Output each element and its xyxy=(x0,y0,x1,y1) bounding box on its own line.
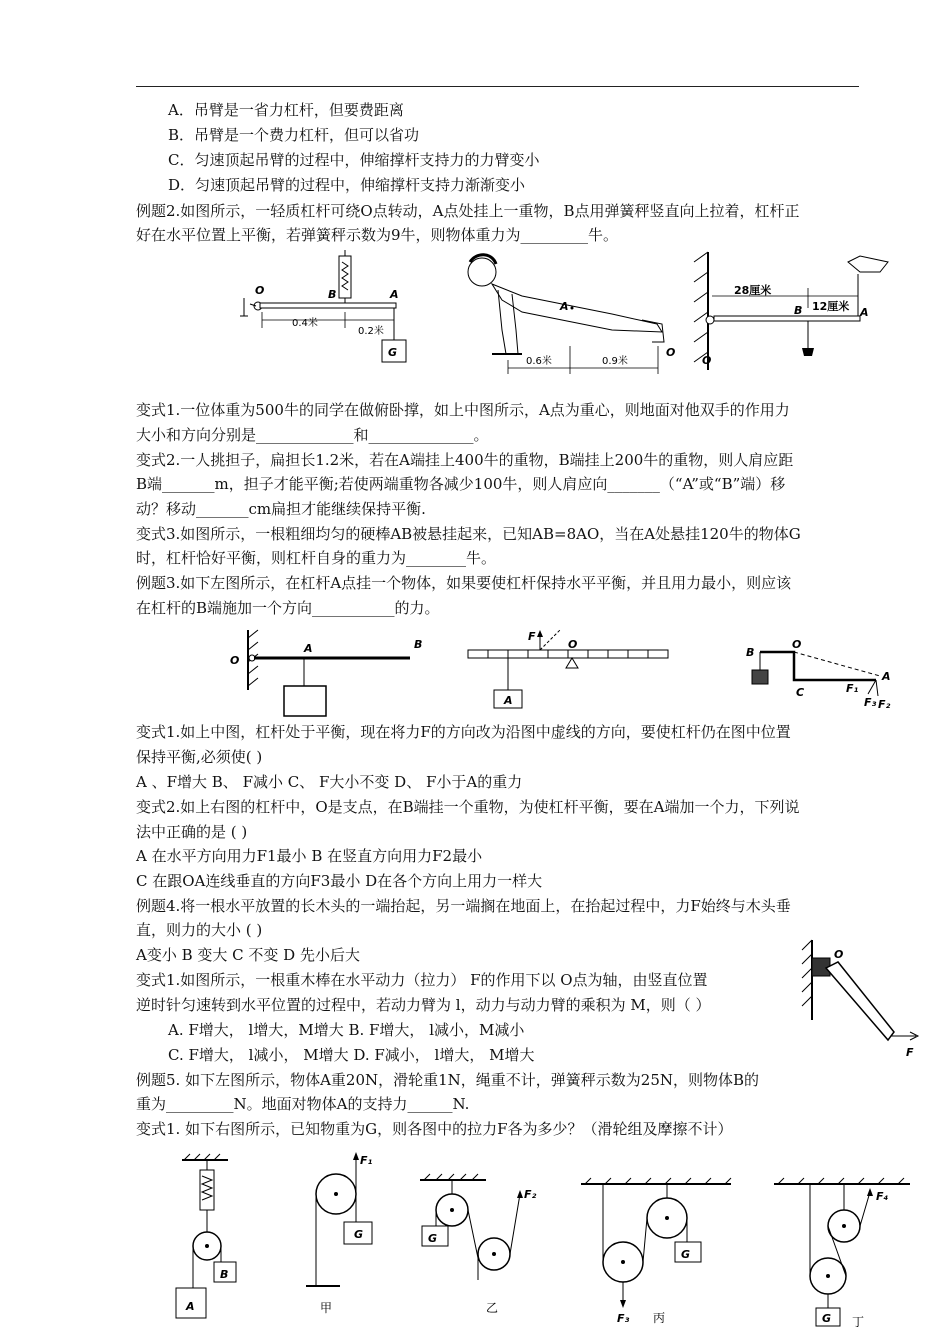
label-ding: 丁 xyxy=(852,1315,865,1329)
variant1c-options-ab: A. F增大， l增大，M增大 B. F增大， l减小，M减小 xyxy=(168,1021,525,1039)
variant1c-line1: 变式1.如图所示，一根重木棒在水平动力（拉力） F的作用下以 O点为轴，由竖直位置 xyxy=(136,971,708,989)
label-o-ruler: O xyxy=(568,638,578,651)
example5-line1: 例题5. 如下左图所示，物体A重20N，滑轮重1N，绳重不计，弹簧秤示数为25N，则物体B的 xyxy=(136,1071,760,1089)
example5-line2: 重为_________N。地面对物体A的支持力______N. xyxy=(136,1095,470,1113)
variant2-line2: B端_______m，担子才能平衡;若使两端重物各减少100牛，则人肩应向_______（“A”或“B”端）移 xyxy=(136,475,786,493)
label-b: B xyxy=(328,288,337,301)
label-a-bent: A xyxy=(882,670,891,683)
variant2-line3: 动？移动_______cm扁担才能继续保持平衡. xyxy=(136,500,426,518)
variant3-line1: 变式3.如图所示，一根粗细均匀的硬棒AB被悬挂起来，已知AB=8AO，当在A处悬挂120牛的物体G xyxy=(136,525,801,543)
variant1-line1: 变式1.一位体重为500牛的同学在做俯卧撑，如上中图所示，A点为重心，则地面对他双手的作用力 xyxy=(136,401,790,419)
lever-weight-figure xyxy=(228,630,443,720)
variant2-line1: 变式2.一人挑担子，扁担长1.2米，若在A端挂上400牛的重物，B端挂上200牛的重物，则人肩应距 xyxy=(136,451,794,469)
label-g-jia: G xyxy=(354,1228,364,1241)
label-o-bent: O xyxy=(792,638,802,651)
dim-28cm: 28厘米 xyxy=(734,284,772,297)
rotating-stick-figure xyxy=(798,940,928,1060)
bar-hanging-figure xyxy=(690,252,895,370)
option-b: B．吊臂是一个费力杠杆，但可以省功 xyxy=(168,126,420,144)
ruler-lever-figure xyxy=(464,628,674,710)
dim-0.9: 0.9米 xyxy=(602,356,628,367)
label-a-body: A xyxy=(560,300,569,313)
variant1d-line1: 变式1. 如下右图所示，已知物重为G，则各图中的拉力F各为多少？（滑轮组及摩擦不计） xyxy=(136,1120,733,1138)
dim-0.6: 0.6米 xyxy=(526,356,552,367)
example2-line1: 例题2.如图所示，一轻质杠杆可绕O点转动，A点处挂上一重物，B点用弹簧秤竖直向上拉着，杠杆正 xyxy=(136,202,800,220)
variant3-line2: 时，杠杆恰好平衡，则杠杆自身的重力为________牛。 xyxy=(136,549,497,567)
label-f-stick: F xyxy=(906,1046,914,1059)
pulley-yi-figure xyxy=(416,1150,546,1322)
label-f1-jia: F₁ xyxy=(360,1154,373,1167)
pulley-jia-figure xyxy=(300,1150,390,1322)
example3-line1: 例题3.如下左图所示，在杠杆A点挂一个物体，如果要使杠杆保持水平平衡，并且用力最小，则应该 xyxy=(136,574,792,592)
label-yi: 乙 xyxy=(486,1301,499,1315)
label-a-bar: A xyxy=(860,306,869,319)
pulley-bing-figure xyxy=(575,1150,745,1330)
label-a: A xyxy=(390,288,399,301)
dim-0.2: 0.2米 xyxy=(358,326,384,337)
option-c: C．匀速顶起吊臂的过程中，伸缩撑杆支持力的力臂变小 xyxy=(168,151,540,169)
example2-line2: 好在水平位置上平衡，若弹簧秤示数为9牛，则物体重力为_________牛。 xyxy=(136,226,619,244)
label-f2: F₂ xyxy=(878,698,891,711)
variant1c-line2: 逆时针匀速转到水平位置的过程中，若动力臂为 l，动力与动力臂的乘积为 M，则（ ） xyxy=(136,996,711,1014)
label-a-lever: A xyxy=(304,642,313,655)
variant2b-options-ab: A 在水平方向用力F1最小 B 在竖直方向用力F2最小 xyxy=(136,847,483,865)
header-rule xyxy=(136,86,859,87)
dim-12cm: 12厘米 xyxy=(812,300,850,313)
pushup-figure xyxy=(462,250,674,375)
label-a-ruler: A xyxy=(504,694,513,707)
pulley-spring-figure xyxy=(170,1150,250,1322)
label-b-pulley: B xyxy=(220,1268,229,1281)
variant1b-options: A 、F增大 B、 F减小 C、 F大小不变 D、 F小于A的重力 xyxy=(136,773,523,791)
example4-options: A变小 B 变大 C 不变 D 先小后大 xyxy=(136,946,360,964)
label-o-lever: O xyxy=(230,654,240,667)
example4-line2: 直，则力的大小 ( ) xyxy=(136,921,263,939)
label-c-bent: C xyxy=(796,686,805,699)
label-f3-bing: F₃ xyxy=(617,1312,630,1325)
option-d: D．匀速顶起吊臂的过程中，伸缩撑杆支持力渐渐变小 xyxy=(168,176,526,194)
pulley-ding-figure xyxy=(770,1150,920,1330)
variant1-line2: 大小和方向分别是_____________和______________。 xyxy=(136,426,489,444)
label-b-lever: B xyxy=(414,638,423,651)
option-a: A．吊臂是一省力杠杆，但要费距离 xyxy=(168,101,404,119)
label-o-wall: O xyxy=(702,354,712,367)
variant1c-options-cd: C. F增大， l减小， M增大 D. F减小， l增大， M增大 xyxy=(168,1046,535,1064)
lever-spring-figure xyxy=(236,250,416,372)
bent-lever-figure xyxy=(740,636,900,714)
variant1b-line2: 保持平衡,必须使( ) xyxy=(136,748,263,766)
label-g: G xyxy=(388,346,398,359)
label-jia: 甲 xyxy=(320,1301,333,1315)
label-bing: 丙 xyxy=(653,1311,666,1325)
label-g-bing: G xyxy=(681,1248,691,1261)
label-o: O xyxy=(255,284,265,297)
variant2b-line1: 变式2.如上右图的杠杆中，O是支点，在B端挂一个重物，为使杠杆平衡，要在A端加一个力，下列说 xyxy=(136,798,800,816)
label-f2-yi: F₂ xyxy=(524,1188,537,1201)
label-o-stick: O xyxy=(834,948,844,961)
label-b-bar: B xyxy=(794,304,803,317)
variant2b-options-cd: C 在跟OA连线垂直的方向F3最小 D在各个方向上用力一样大 xyxy=(136,872,543,890)
label-g-ding: G xyxy=(822,1312,832,1325)
example3-line2: 在杠杆的B端施加一个方向___________的力。 xyxy=(136,599,440,617)
label-f3: F₃ xyxy=(864,696,877,709)
label-a-pulley: A xyxy=(186,1300,195,1313)
label-f4-ding: F₄ xyxy=(876,1190,889,1203)
dim-0.4: 0.4米 xyxy=(292,318,318,329)
label-b-bent: B xyxy=(746,646,755,659)
label-o-feet: O xyxy=(666,346,676,359)
label-f1: F₁ xyxy=(846,682,859,695)
example4-line1: 例题4.将一根水平放置的长木头的一端抬起，另一端搁在地面上，在抬起过程中，力F始终与木头垂 xyxy=(136,897,791,915)
variant1b-line1: 变式1.如上中图，杠杆处于平衡，现在将力F的方向改为沿图中虚线的方向，要使杠杆仍在图中位置 xyxy=(136,723,791,741)
label-g-yi: G xyxy=(428,1232,438,1245)
variant2b-line2: 法中正确的是 ( ) xyxy=(136,823,248,841)
label-f-ruler: F xyxy=(528,630,536,643)
